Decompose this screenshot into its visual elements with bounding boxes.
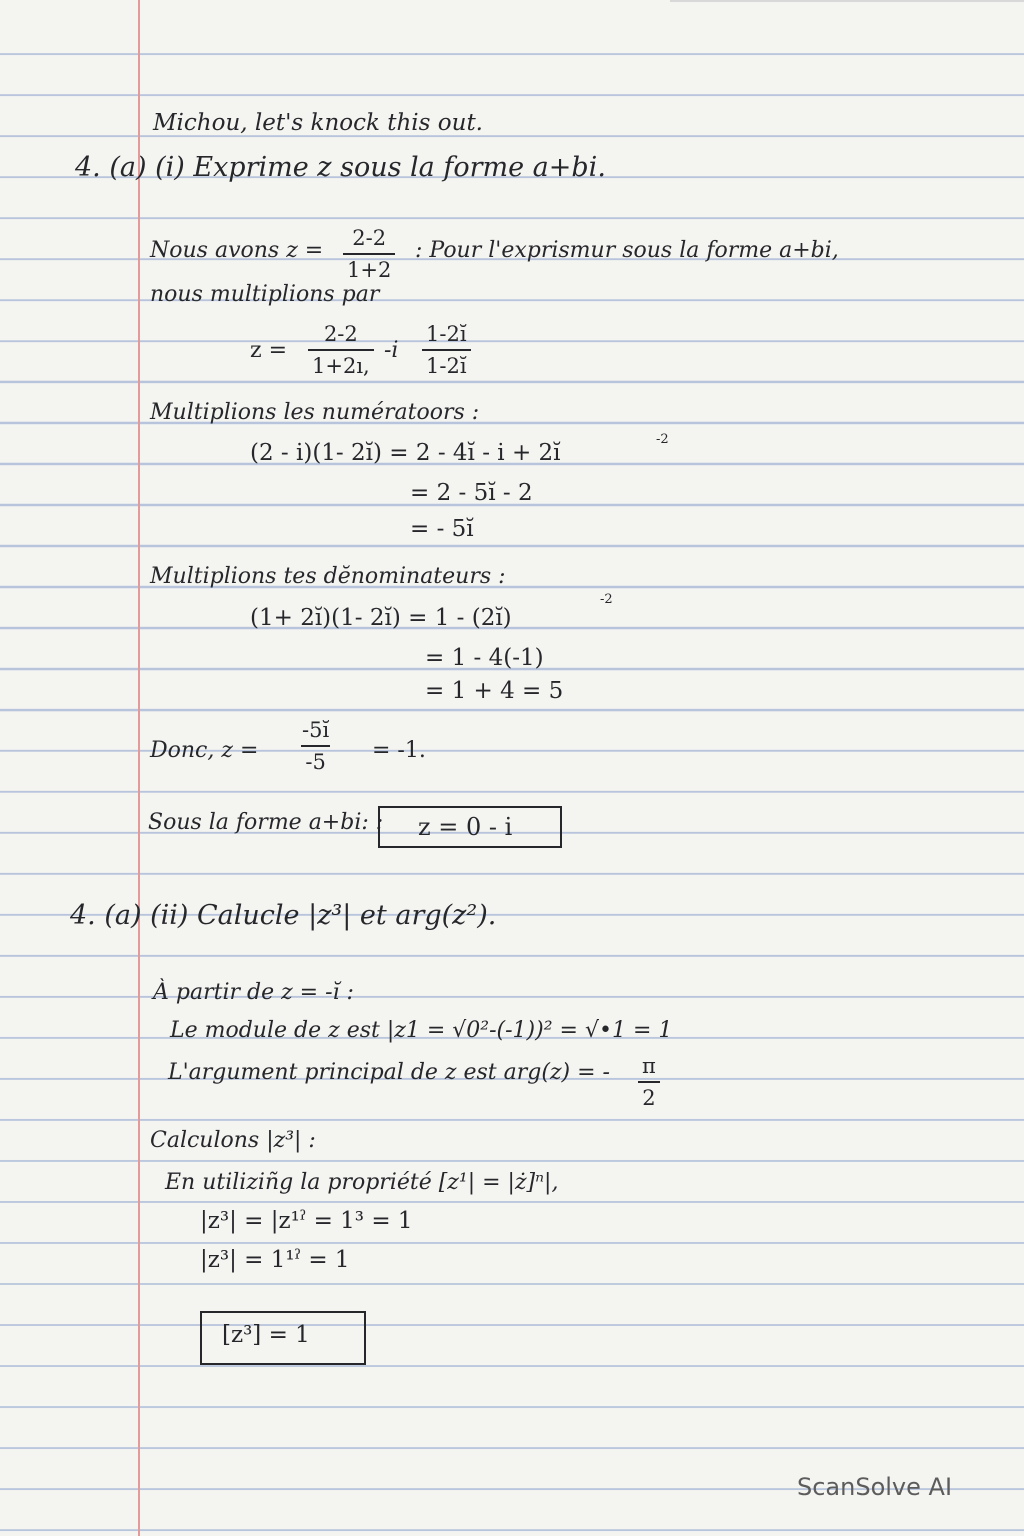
form-answer: z = 0 - i bbox=[418, 813, 513, 841]
brand-logo: ScanSolve AI bbox=[797, 1473, 953, 1501]
module-line: Le module de z est |z1 = √0²-(-1))² = √•1 = 1 bbox=[170, 1018, 673, 1043]
argument-line: L'argument principal de z est arg(z) = - bbox=[168, 1060, 610, 1085]
z-fraction bbox=[343, 226, 395, 282]
step-2: |z³| = 1¹ˀ = 1 bbox=[200, 1247, 350, 1273]
numerators-line-3: = - 5ĭ bbox=[410, 516, 474, 542]
page-edge bbox=[670, 0, 1024, 2]
numerators-exponent: -2 bbox=[656, 432, 669, 447]
donc-fraction-numerator: -5ĭ bbox=[302, 718, 330, 742]
numerators-line-1: (2 - i)(1- 2ĭ) = 2 - 4ĭ - i + 2ĭ bbox=[250, 440, 561, 466]
multiply-by-line: nous multiplions par bbox=[150, 282, 380, 307]
denominators-line-3: = 1 + 4 = 5 bbox=[425, 678, 564, 704]
pi-denominator: 2 bbox=[638, 1081, 659, 1110]
denominators-line-1: (1+ 2ĭ)(1- 2ĭ) = 1 - (2ĭ) bbox=[250, 605, 512, 631]
pi-numerator: π bbox=[642, 1054, 656, 1078]
fraction-b-denominator: 1-2ĭ bbox=[422, 349, 471, 378]
numerators-title: Multiplions les numératoors : bbox=[150, 400, 480, 425]
property-line: En utiliziñg la propriété [z¹| = |ż]ⁿ|, bbox=[165, 1170, 559, 1195]
fraction-b-numerator: 1-2ĭ bbox=[426, 322, 467, 346]
donc-prefix: Donc, z = bbox=[150, 738, 259, 763]
donc-result: = -1. bbox=[372, 738, 426, 763]
form-prefix: Sous la forme a+bi: : bbox=[148, 810, 384, 835]
z-fraction-denominator: 1+2 bbox=[343, 253, 395, 282]
part1-heading: 4. (a) (i) Exprime z sous la forme a+bi. bbox=[75, 152, 606, 183]
nous-avons-suffix: : Pour l'exprismur sous la forme a+bi, bbox=[415, 238, 839, 263]
from-line: À partir de z = -ĭ : bbox=[153, 980, 354, 1005]
calculons-title: Calculons |z³| : bbox=[150, 1128, 316, 1153]
donc-fraction bbox=[298, 718, 333, 774]
denominators-line-2: = 1 - 4(-1) bbox=[425, 645, 544, 671]
fraction-a-denominator: 1+2ı, bbox=[308, 349, 374, 378]
denominators-title: Multiplions tes dĕnominateurs : bbox=[150, 564, 506, 589]
nous-avons-prefix: Nous avons z = bbox=[150, 238, 324, 263]
denominators-exponent: -2 bbox=[600, 592, 613, 607]
z-equals-label: z = bbox=[250, 338, 288, 363]
numerators-line-2: = 2 - 5ĭ - 2 bbox=[410, 480, 533, 506]
part2-heading: 4. (a) (ii) Calucle |z³| et arg(z²). bbox=[70, 900, 497, 931]
times-i: -i bbox=[384, 338, 399, 363]
donc-fraction-denominator: -5 bbox=[301, 745, 329, 774]
step-1: |z³| = |z¹ˀ = 1³ = 1 bbox=[200, 1208, 413, 1234]
fraction-b bbox=[422, 322, 471, 378]
fraction-a bbox=[308, 322, 374, 378]
pi-over-2-fraction bbox=[638, 1054, 660, 1110]
intro-line: Michou, let's knock this out. bbox=[153, 110, 483, 136]
margin-line bbox=[138, 0, 140, 1536]
z-fraction-numerator: 2-2 bbox=[352, 226, 387, 250]
final-answer: [z³] = 1 bbox=[222, 1322, 310, 1348]
fraction-a-numerator: 2-2 bbox=[323, 322, 358, 346]
